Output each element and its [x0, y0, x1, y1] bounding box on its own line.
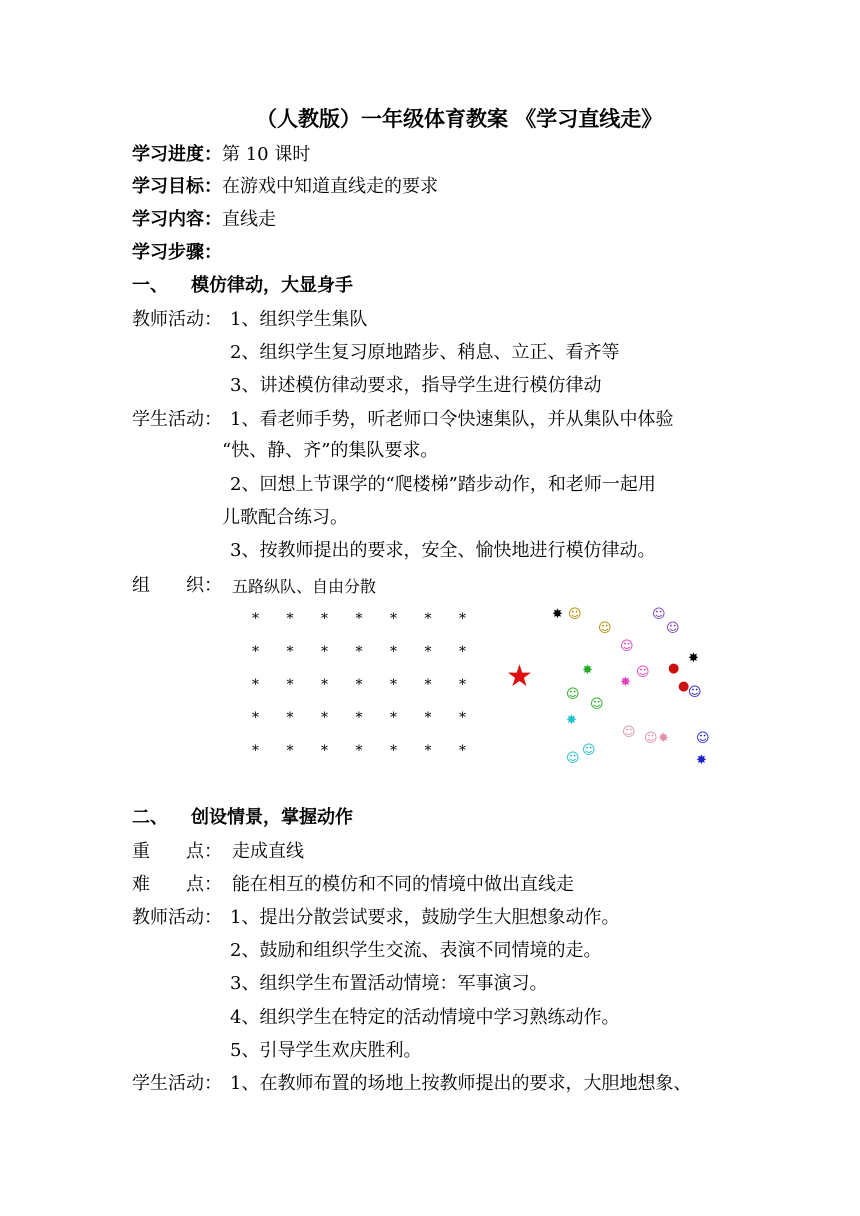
goal-row	[132, 174, 438, 200]
section1-heading: 模仿律动，大显身手	[191, 275, 353, 296]
section1-teacher-item: 2、组织学生复习原地踏步、稍息、立正、看齐等	[230, 342, 620, 363]
formation-marker: *	[390, 611, 397, 627]
student-sun-icon: ✸	[688, 651, 699, 666]
section1-org-value: 五路纵队、自由分散	[232, 577, 377, 596]
formation-marker: *	[390, 743, 397, 759]
student-face-icon: ☺	[622, 725, 636, 740]
section1-student-line: “快、静、齐”的集队要求。	[222, 440, 439, 461]
goal-label: 学习目标：	[132, 176, 222, 197]
student-face-icon: ☺	[620, 639, 634, 654]
section2-teacher-item: 5、引导学生欢庆胜利。	[230, 1040, 422, 1061]
section2-teacher-item: 4、组织学生在特定的活动情境中学习熟练动作。	[230, 1007, 620, 1028]
formation-marker: *	[321, 710, 328, 726]
formation-marker: *	[459, 743, 466, 759]
content-row	[132, 207, 276, 233]
teacher-star-icon: ★	[506, 659, 533, 694]
section1-number: 一、	[132, 275, 168, 296]
student-face-icon: ☺	[590, 697, 604, 712]
student-face-icon: ☺	[566, 751, 580, 766]
formation-marker: *	[390, 644, 397, 660]
formation-marker: *	[252, 743, 259, 759]
formation-marker: *	[424, 644, 432, 660]
section2-student-label: 学生活动：	[132, 1073, 222, 1094]
student-sun-icon: ✸	[696, 753, 707, 768]
section2-teacher-item: 3、组织学生布置活动情境：军事演习。	[230, 973, 548, 994]
student-face-icon: ☺	[598, 621, 612, 636]
student-face-icon: ☺	[696, 731, 710, 746]
section1-student-label: 学生活动：	[132, 409, 222, 430]
section2-teacher-label: 教师活动：	[132, 907, 222, 928]
difficulty-value: 能在相互的模仿和不同的情境中做出直线走	[232, 874, 574, 895]
student-sun-icon: ✸	[658, 731, 669, 746]
progress-label: 学习进度：	[132, 144, 222, 165]
formation-marker: *	[355, 743, 363, 759]
progress-row	[132, 142, 310, 168]
formation-marker: *	[459, 611, 466, 627]
section1-student-line: 2、回想上节课学的“爬楼梯”踏步动作，和老师一起用	[230, 474, 656, 495]
formation-marker: *	[286, 644, 294, 660]
page-title: （人教版）一年级体育教案 《学习直线走》	[256, 107, 663, 131]
section1-student-line: 儿歌配合练习。	[222, 507, 348, 528]
key-point-label: 重 点：	[132, 841, 222, 862]
section2-number: 二、	[132, 807, 168, 828]
formation-marker: *	[286, 677, 294, 693]
key-point-value: 走成直线	[232, 841, 304, 862]
formation-marker: *	[459, 677, 466, 693]
scatter-formation-diagram	[500, 598, 730, 778]
progress-value: 第 10 课时	[222, 144, 311, 165]
content-value: 直线走	[222, 209, 276, 230]
formation-marker: *	[424, 710, 432, 726]
formation-grid	[246, 606, 486, 766]
formation-marker: *	[390, 677, 397, 693]
student-face-icon: ☺	[566, 687, 580, 702]
student-face-icon: ☺	[652, 607, 666, 622]
formation-marker: *	[424, 677, 432, 693]
formation-marker: *	[252, 677, 259, 693]
formation-marker: *	[390, 710, 397, 726]
student-sun-icon: ✸	[552, 607, 563, 622]
formation-marker: *	[286, 710, 294, 726]
section1-teacher-item: 3、讲述模仿律动要求，指导学生进行模仿律动	[230, 375, 602, 396]
steps-label: 学习步骤：	[132, 242, 222, 263]
formation-marker: *	[252, 710, 259, 726]
student-dot-icon: ●	[668, 661, 680, 676]
section1-org-label: 组 织：	[132, 575, 222, 596]
content-label: 学习内容：	[132, 209, 222, 230]
student-face-icon: ☺	[568, 607, 582, 622]
student-face-icon: ☺	[582, 743, 596, 758]
student-sun-icon: ✸	[582, 663, 593, 678]
formation-marker: *	[424, 743, 432, 759]
section1-student-line: 3、按教师提出的要求，安全、愉快地进行模仿律动。	[230, 540, 656, 561]
student-sun-icon: ✸	[566, 713, 577, 728]
formation-marker: *	[355, 710, 363, 726]
section1-teacher-item: 1、组织学生集队	[230, 309, 368, 330]
formation-marker: *	[459, 710, 466, 726]
formation-marker: *	[286, 611, 294, 627]
difficulty-label: 难 点：	[132, 874, 222, 895]
formation-marker: *	[355, 677, 363, 693]
student-face-icon: ☺	[636, 665, 650, 680]
formation-marker: *	[286, 743, 294, 759]
formation-marker: *	[321, 644, 328, 660]
section1-teacher-label: 教师活动：	[132, 309, 222, 330]
formation-marker: *	[252, 644, 259, 660]
formation-marker: *	[321, 743, 328, 759]
formation-marker: *	[459, 644, 466, 660]
student-face-icon: ☺	[688, 685, 702, 700]
formation-marker: *	[355, 644, 363, 660]
formation-marker: *	[252, 611, 259, 627]
goal-value: 在游戏中知道直线走的要求	[222, 176, 438, 197]
section2-heading: 创设情景，掌握动作	[191, 807, 353, 828]
formation-marker: *	[424, 611, 432, 627]
section2-student-line: 1、在教师布置的场地上按教师提出的要求，大胆地想象、	[230, 1073, 692, 1094]
student-face-icon: ☺	[666, 621, 680, 636]
section1-student-line: 1、看老师手势，听老师口令快速集队，并从集队中体验	[230, 409, 674, 430]
student-dot-icon: ●	[678, 679, 690, 694]
student-sun-icon: ✸	[620, 675, 631, 690]
section2-teacher-item: 2、鼓励和组织学生交流、表演不同情境的走。	[230, 940, 602, 961]
formation-marker: *	[355, 611, 363, 627]
formation-marker: *	[321, 611, 328, 627]
formation-marker: *	[321, 677, 328, 693]
student-face-icon: ☺	[644, 731, 658, 746]
section2-teacher-item: 1、提出分散尝试要求，鼓励学生大胆想象动作。	[230, 907, 620, 928]
